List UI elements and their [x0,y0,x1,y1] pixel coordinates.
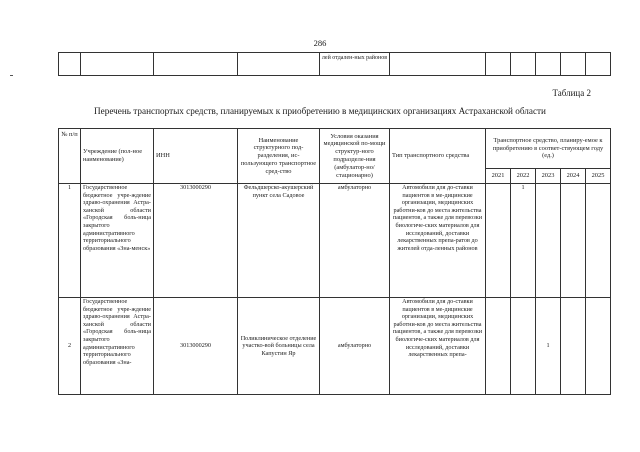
row-type: Автомобили для до-ставки пациентов в ме-дицинские организации, медицинских работни-ков до места жительства пациентов, а также для перевозки биологиче-ских материалов для исследований, доставки лекарственных препа- [392,298,483,359]
page-number: 286 [313,38,327,48]
table-title: Перечень транспортых средств, планируемых к приобретению в медицинских организациях Астраханской области [94,106,546,116]
header-conditions: Условия оказания медицинской по-мощи структур-ного подразделе-ния (амбулатор-но/стационарно) [320,129,390,184]
table-row [59,184,611,298]
row-year-2022: 1 [521,184,525,191]
row-inn: 3013000290 [180,342,211,350]
header-institution: Учреждение (пол-ное наименование) [81,129,154,184]
header-type: Тип транспортного средства [390,129,486,184]
continuation-row [59,53,611,76]
header-year-2025: 2025 [586,168,611,183]
row-year-2022 [511,298,535,394]
row-num: 2 [67,342,72,350]
vehicle-table [58,128,611,395]
row-year-2024 [561,298,585,394]
row-institution: Государственное бюджетное учре-ждение здраво-охранения Астра-ханской области «Городская боль-ница закрытого административного территориального образования «Зна- [83,298,151,366]
continuation-text: лей отдален-ных районов [320,53,390,76]
row-conditions: амбулаторно [337,184,372,191]
row-division: Фельдшерско-акушерский пункт села Садовое [243,184,314,199]
row-conditions: амбулаторно [337,342,372,350]
header-year-2024: 2024 [561,168,586,183]
header-num: № п/п [59,129,81,184]
table-row [59,298,611,395]
header-year-2022: 2022 [511,168,536,183]
table-label: Таблица 2 [552,88,591,98]
header-inn: ИНН [154,129,238,184]
continuation-table [58,52,611,76]
row-institution: Государственное бюджетное учре-ждение здраво-охранения Астра-ханской области «Городская боль-ница закрытого административного территориального образования «Зна-менск» [83,184,151,252]
header-division: Наименование структурного под-разделения, ис-пользующего транспортное сред-ство [238,129,320,184]
header-year-2021: 2021 [486,168,511,183]
row-year-2021 [486,298,510,394]
row-division: Поликлиническое отделение участко-вой больницы села Капустин Яр [240,334,317,357]
row-type: Автомобили для до-ставки пациентов в ме-дицинские организации, медицинских работни-ков до места жительства пациентов, а также для перевозки биологиче-ских материалов для исследований, доставки лекарственных препа-ратов до жителей отда-ленных районов [392,184,483,252]
header-plan: Транспортное средство, планиру-емое к приобретению в соответ-ствующем году (ед.) [486,129,611,169]
scan-artifact [10,75,13,76]
row-num: 1 [67,184,72,191]
row-inn: 3013000290 [180,184,211,191]
header-year-2023: 2023 [536,168,561,183]
header-row [59,129,611,169]
row-year-2023: 1 [546,342,550,350]
row-year-2025 [586,298,610,394]
